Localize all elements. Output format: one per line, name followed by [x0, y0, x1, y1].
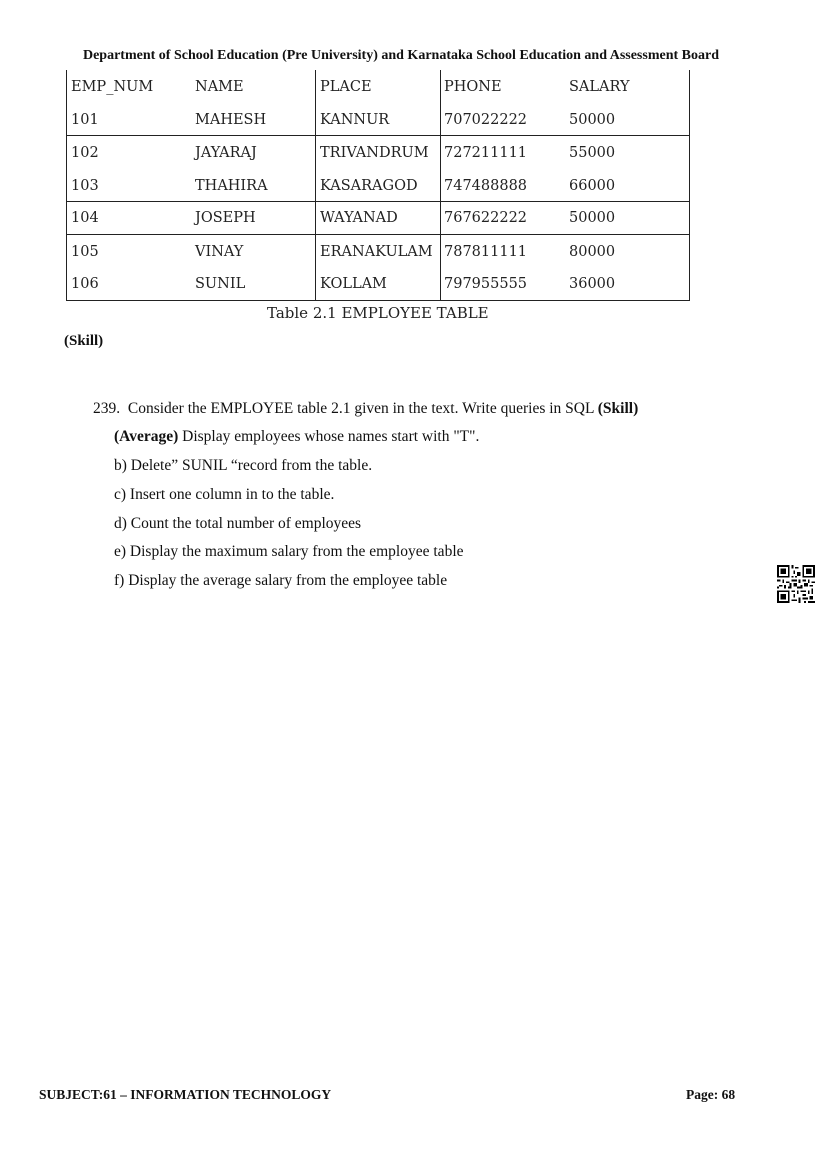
- question-text: Consider the EMPLOYEE table 2.1 given in the text. Write queries in SQL: [127, 400, 594, 417]
- question-239: [93, 400, 638, 418]
- question-number: 239.: [93, 400, 121, 417]
- table-cell: 787811111: [444, 244, 528, 260]
- table-cell: KANNUR: [320, 112, 390, 128]
- question-part-c: c) Insert one column in to the table.: [114, 486, 335, 503]
- table-cell: 36000: [569, 276, 616, 292]
- table-divider: [440, 70, 441, 300]
- question-part-f: f) Display the average salary from the employee table: [114, 572, 448, 589]
- table-cell: 727211111: [444, 145, 528, 161]
- table-cell: 55000: [569, 145, 616, 161]
- question-part-a: [114, 428, 479, 446]
- column-header-salary: SALARY: [569, 79, 630, 95]
- table-cell: 50000: [569, 112, 616, 128]
- table-divider: [67, 234, 689, 235]
- table-cell: SUNIL: [195, 276, 246, 292]
- table-cell: 101: [71, 112, 99, 128]
- table-cell: KASARAGOD: [320, 178, 418, 194]
- table-cell: JAYARAJ: [195, 145, 257, 161]
- part-a-text: Display employees whose names start with "T".: [182, 428, 480, 445]
- qr-code-icon: [776, 565, 816, 603]
- table-cell: 767622222: [444, 210, 528, 226]
- employee-table: [66, 70, 690, 301]
- question-part-b: b) Delete” SUNIL “record from the table.: [114, 457, 373, 474]
- table-cell: JOSEPH: [195, 210, 256, 226]
- table-divider: [67, 135, 689, 136]
- column-header-phone: PHONE: [444, 79, 502, 95]
- table-cell: TRIVANDRUM: [320, 145, 429, 161]
- footer-subject: SUBJECT:61 – INFORMATION TECHNOLOGY: [39, 1087, 332, 1102]
- table-cell: 104: [71, 210, 99, 226]
- table-divider: [67, 201, 689, 202]
- table-cell: VINAY: [195, 244, 244, 260]
- table-cell: 106: [71, 276, 99, 292]
- table-cell: 50000: [569, 210, 616, 226]
- question-part-d: d) Count the total number of employees: [114, 515, 362, 532]
- table-cell: 707022222: [444, 112, 528, 128]
- table-cell: 105: [71, 244, 99, 260]
- table-cell: MAHESH: [195, 112, 267, 128]
- table-cell: ERANAKULAM: [320, 244, 433, 260]
- table-cell: 797955555: [444, 276, 528, 292]
- table-cell: 102: [71, 145, 99, 161]
- table-cell: KOLLAM: [320, 276, 387, 292]
- difficulty-tag: (Average): [114, 428, 179, 445]
- question-part-e: e) Display the maximum salary from the employee table: [114, 543, 464, 560]
- table-cell: WAYANAD: [320, 210, 398, 226]
- table-cell: 103: [71, 178, 99, 194]
- page-header: Department of School Education (Pre University) and Karnataka School Education and Assessment Board: [82, 48, 719, 63]
- table-cell: 66000: [569, 178, 616, 194]
- column-header-emp-num: EMP_NUM: [71, 79, 154, 95]
- table-cell: 747488888: [444, 178, 528, 194]
- question-tag: (Skill): [597, 400, 639, 417]
- table-cell: 80000: [569, 244, 616, 260]
- table-cell: THAHIRA: [195, 178, 268, 194]
- table-caption: Table 2.1 EMPLOYEE TABLE: [267, 304, 489, 322]
- skill-label: (Skill): [64, 333, 104, 349]
- column-header-place: PLACE: [320, 79, 372, 95]
- column-header-name: NAME: [195, 79, 244, 95]
- footer-page-number: Page: 68: [686, 1087, 736, 1102]
- table-divider: [315, 70, 316, 300]
